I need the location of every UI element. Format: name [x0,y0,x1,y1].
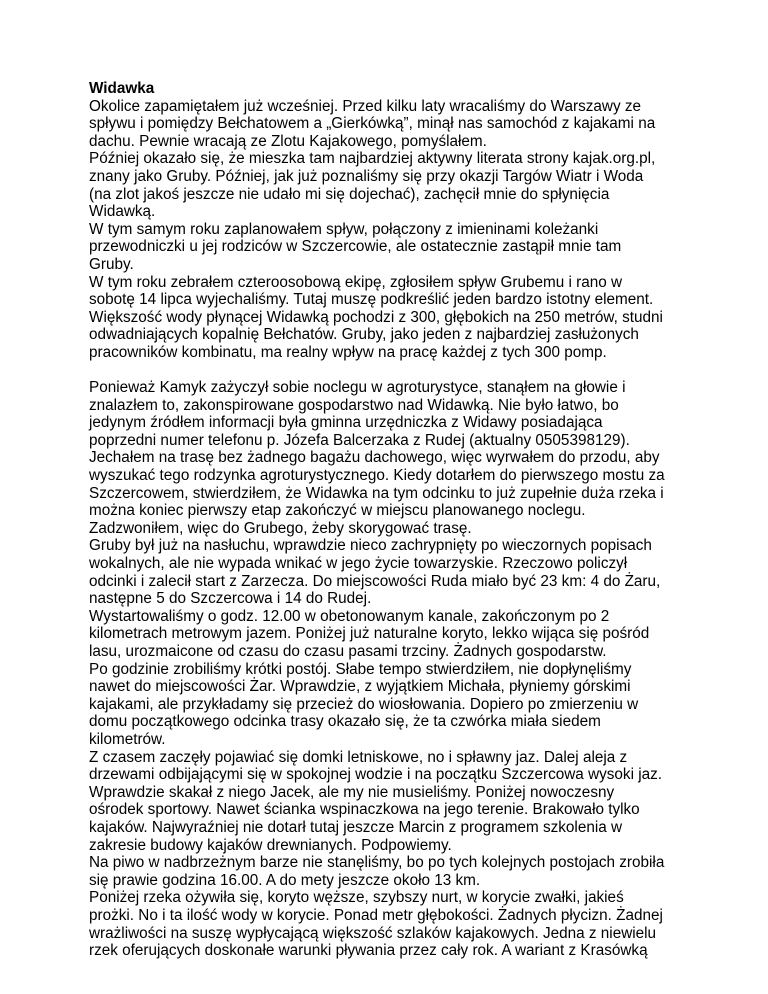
paragraph: Ponieważ Kamyk zażyczył sobie noclegu w agroturystyce, stanąłem na głowie i znalazłem to, zakonspirowane gospodarstwo nad Widawką. Nie było łatwo, bo jedynym źródłem informacji była gminna urzędniczka z Widawy posiadająca poprzedni numer telefonu p. Józefa Balcerzaka z Rudej (aktualny 0505398129). [89,379,630,449]
paragraph-gap [89,362,689,380]
paragraph: Okolice zapamiętałem już wcześniej. Przed kilku laty wracaliśmy do Warszawy ze spływu i pomiędzy Bełchatowem a „Gierkówką”, minął nas samochód z kajakami na dachu. Pewnie wracają ze Zlotu Kajakowego, pomyślałem. [89,97,656,150]
paragraph: Wystartowaliśmy o godz. 12.00 w obetonowanym kanale, zakończonym po 2 kilometrach metrowym jazem. Poniżej już naturalne koryto, lekko wijąca się pośród lasu, urozmaicone od czasu do czasu pasami trzciny. Żadnych gospodarstw. [89,607,650,660]
document-title: Widawka [89,80,155,97]
paragraph: Gruby był już na nasłuchu, wprawdzie nieco zachrypnięty po wieczornych popisach wokalnych, ale nie wypada wnikać w jego życie towarzyskie. Rzeczowo policzył odcinki i zalecił start z Zarzecza. Do miejscowości Ruda miało być 23 km: 4 do Żaru, następne 5 do Szczercowa i 14 do Rudej. [89,537,661,608]
paragraph: Później okazało się, że mieszka tam najbardziej aktywny literata strony kajak.org.pl, znany jako Gruby. Później, jak już poznaliśmy się przy okazji Targów Wiatr i Woda (na zlot jakoś jeszcze nie udało mi się dojechać), zachęcił mnie do spłynięcia Widawką. [89,150,656,221]
paragraph: Na piwo w nadbrzeżnym barze nie stanęliśmy, bo po tych kolejnych postojach zrobiła się prawie godzina 16.00. A do mety jeszcze około 13 km. [89,854,665,889]
paragraph: W tym samym roku zaplanowałem spływ, połączony z imieninami koleżanki przewodniczki u jej rodziców w Szczercowie, ale ostatecznie zastąpił mnie tam Gruby. [89,220,622,273]
paragraph: Z czasem zaczęły pojawiać się domki letniskowe, no i spławny jaz. Dalej aleja z drzewami odbijającymi się w spokojnej wodzie i na początku Szczercowa wysoki jaz. Wprawdzie skakał z niego Jacek, ale my nie musieliśmy. Poniżej nowoczesny ośrodek sportowy. Nawet ścianka wspinaczkowa na jego terenie. Brakowało tylko kajaków. Najwyraźniej nie dotarł tutaj jeszcze Marcin z programem szkolenia w zakresie budowy kajaków drewnianych. Podpowiemy. [89,748,663,854]
paragraph: W tym roku zebrałem czteroosobową ekipę, zgłosiłem spływ Grubemu i rano w sobotę 14 lipca wyjechaliśmy. Tutaj muszę podkreślić jeden bardzo istotny element. Większość wody płynącej Widawką pochodzi z 300, głębokich na 250 metrów, studni odwadniających kopalnię Bełchatów. Gruby, jako jeden z najbardziej zasłużonych pracowników kombinatu, ma realny wpływ na pracę każdej z tych 300 pomp. [89,273,663,361]
paragraph: Poniżej rzeka ożywiła się, koryto węższe, szybszy nurt, w korycie zwałki, jakieś prożki. No i ta ilość wody w korycie. Ponad metr głębokości. Żadnych płycizn. Żadnej wrażliwości na suszę wypłycającą większość szlaków kajakowych. Jedna z niewielu rzek oferujących doskonałe warunki pływania przez cały rok. A wariant z Krasówką [89,889,663,960]
paragraph: Po godzinie zrobiliśmy krótki postój. Słabe tempo stwierdziłem, nie dopłynęliśmy nawet do miejscowości Żar. Wprawdzie, z wyjątkiem Michała, płyniemy górskimi kajakami, ale przykładamy się przecież do wiosłowania. Dopiero po zmierzeniu w domu początkowego odcinka trasy okazało się, że ta czwórka miała siedem kilometrów. [89,660,639,748]
paragraph: Jechałem na trasę bez żadnego bagażu dachowego, więc wyrwałem do przodu, aby wyszukać tego rodzynka agroturystycznego. Kiedy dotarłem do pierwszego mostu za Szczercowem, stwierdziłem, że Widawka na tym odcinku to już zupełnie duża rzeka i można koniec pierwszy etap zakończyć w miejscu planowanego noclegu. Zadzwoniłem, więc do Grubego, żeby skorygować trasę. [89,449,665,537]
document-page [89,80,689,960]
